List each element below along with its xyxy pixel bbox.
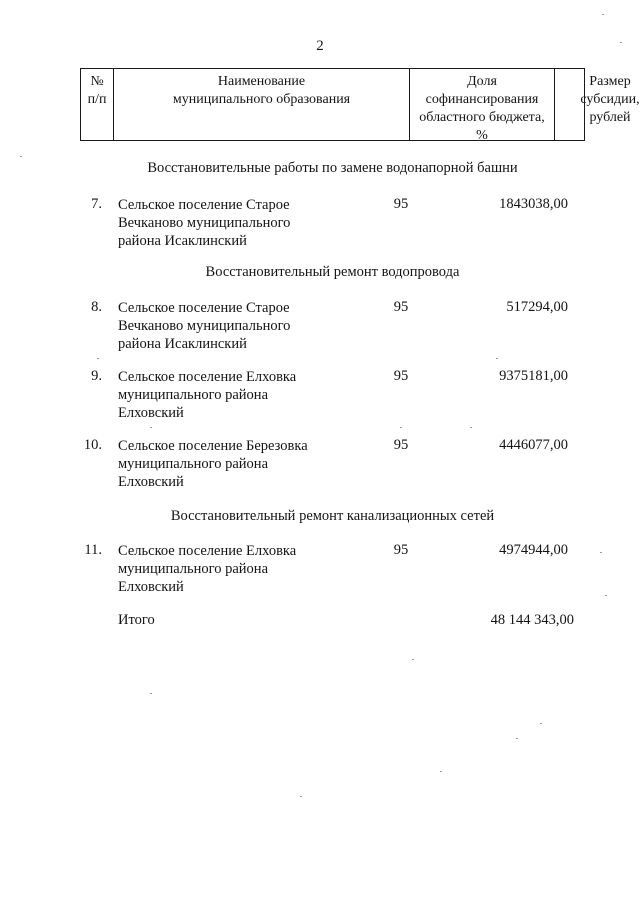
row-municipality-line: Елховский bbox=[118, 474, 184, 490]
scan-speck bbox=[412, 659, 414, 660]
row-share: 95 bbox=[393, 437, 409, 453]
row-municipality-line: Сельское поселение Елховка bbox=[118, 543, 297, 559]
section-title: Восстановительные работы по замене водонапорной башни bbox=[147, 160, 518, 176]
row-municipality-line: района Исаклинский bbox=[118, 233, 247, 249]
row-number: 8. bbox=[91, 299, 102, 315]
row-number: 10. bbox=[83, 437, 102, 453]
header-text: % bbox=[476, 128, 488, 143]
header-text: муниципального образования bbox=[172, 92, 351, 107]
scan-speck bbox=[600, 552, 602, 553]
table-header bbox=[80, 68, 640, 143]
row-municipality-line: Сельское поселение Елховка bbox=[118, 369, 297, 385]
row-share: 95 bbox=[393, 368, 409, 384]
row-municipality-line: муниципального района bbox=[118, 561, 268, 577]
scan-speck bbox=[150, 693, 152, 694]
header-text: п/п bbox=[87, 92, 107, 107]
total-amount: 48 144 343,00 bbox=[490, 612, 574, 628]
header-text: субсидии, bbox=[580, 92, 640, 107]
header-text: Наименование bbox=[217, 74, 306, 89]
row-municipality-line: муниципального района bbox=[118, 456, 268, 472]
scan-speck bbox=[20, 156, 22, 157]
row-amount: 4446077,00 bbox=[499, 437, 568, 453]
header-col-share bbox=[410, 69, 555, 143]
scan-speck bbox=[150, 427, 152, 428]
row-municipality-line: Сельское поселение Березовка bbox=[118, 438, 308, 454]
row-share: 95 bbox=[393, 542, 409, 558]
total-label: Итого bbox=[118, 612, 155, 628]
scan-speck bbox=[605, 595, 607, 596]
row-share: 95 bbox=[393, 196, 409, 212]
row-municipality-line: Вечканово муниципального bbox=[118, 318, 291, 334]
row-number: 9. bbox=[91, 368, 102, 384]
page-number: 2 bbox=[316, 38, 324, 54]
row-municipality-line: муниципального района bbox=[118, 387, 268, 403]
scan-speck bbox=[300, 796, 302, 797]
header-text: областного бюджета, bbox=[419, 110, 545, 125]
row-municipality bbox=[118, 437, 358, 491]
row-municipality bbox=[118, 542, 358, 596]
row-municipality-line: Вечканово муниципального bbox=[118, 215, 291, 231]
scan-speck bbox=[470, 427, 472, 428]
row-amount: 4974944,00 bbox=[499, 542, 568, 558]
header-col-name bbox=[114, 69, 410, 140]
header-col-amount bbox=[555, 69, 640, 140]
header-col-number bbox=[81, 69, 114, 140]
scan-speck bbox=[400, 427, 402, 428]
row-municipality-line: района Исаклинский bbox=[118, 336, 247, 352]
row-number: 11. bbox=[84, 542, 102, 558]
header-text: рублей bbox=[589, 110, 631, 125]
row-municipality-line: Сельское поселение Старое bbox=[118, 197, 290, 213]
header-text: № bbox=[90, 74, 104, 89]
row-municipality-line: Елховский bbox=[118, 405, 184, 421]
scan-speck bbox=[440, 771, 442, 772]
header-text: Доля bbox=[467, 74, 497, 89]
scan-speck bbox=[602, 14, 604, 15]
row-amount: 9375181,00 bbox=[499, 368, 568, 384]
row-number: 7. bbox=[91, 196, 102, 212]
row-municipality bbox=[118, 196, 358, 250]
scan-speck bbox=[620, 42, 622, 43]
row-amount: 1843038,00 bbox=[499, 196, 568, 212]
row-amount: 517294,00 bbox=[506, 299, 568, 315]
scan-speck bbox=[540, 723, 542, 724]
row-municipality bbox=[118, 299, 358, 353]
scan-speck bbox=[496, 358, 498, 359]
row-municipality-line: Елховский bbox=[118, 579, 184, 595]
section-title: Восстановительный ремонт канализационных сетей bbox=[170, 508, 495, 524]
scan-speck bbox=[516, 738, 518, 739]
row-share: 95 bbox=[393, 299, 409, 315]
header-text: Размер bbox=[589, 74, 631, 89]
row-municipality-line: Сельское поселение Старое bbox=[118, 300, 290, 316]
section-title: Восстановительный ремонт водопровода bbox=[205, 264, 460, 280]
row-municipality bbox=[118, 368, 358, 422]
scan-speck bbox=[97, 358, 99, 359]
header-text: софинансирования bbox=[425, 92, 539, 107]
